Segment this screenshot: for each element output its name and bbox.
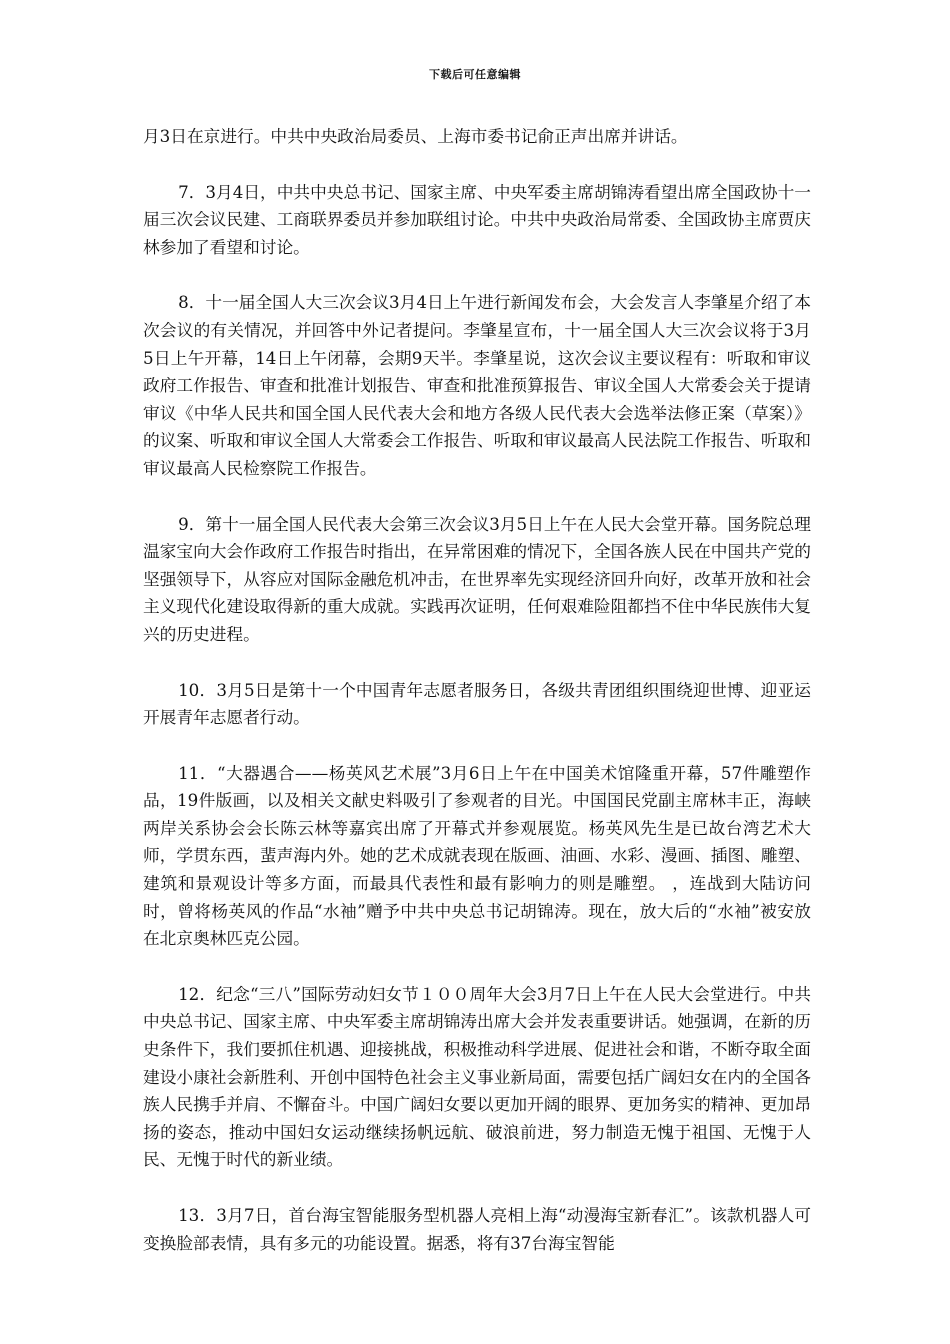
page-header: 下载后可任意编辑 [429, 68, 521, 81]
paragraph-continuation: 月3日在京进行。中共中央政治局委员、上海市委书记俞正声出席并讲话。 [143, 126, 688, 146]
paragraph-item-12: 12．纪念“三八”国际劳动妇女节１００周年大会3月7日上午在人民大会堂进行。中共中央总书记、国家主席、中央军委主席胡锦涛出席大会并发表重要讲话。她强调，在新的历史条件下，我们要抓住机遇、迎接挑战，积极推动科学进展、促进社会和谐，不断夺取全面建设小康社会新胜利、开创中国特色社会主义事业新局面，需要包括广阔妇女在内的全国各族人民携手并肩、不懈奋斗。中国广阔妇女要以更加开阔的眼界、更加务实的精神、更加昂扬的姿态，推动中国妇女运动继续扬帆远航、破浪前进，努力制造无愧于祖国、无愧于人民、无愧于时代的新业绩。 [143, 983, 811, 1170]
paragraph-item-8: 8．十一届全国人大三次会议3月4日上午进行新闻发布会，大会发言人李肇星介绍了本次会议的有关情况，并回答中外记者提问。李肇星宣布，十一届全国人大三次会议将于3月5日上午开幕，14日上午闭幕，会期9天半。李肇星说，这次会议主要议程有：听取和审议政府工作报告、审查和批准计划报告、审查和批准预算报告、审议全国人大常委会关于提请审议《中华人民共和国全国人民代表大会和地方各级人民代表大会选举法修正案（草案）》的议案、听取和审议全国人大常委会工作报告、听取和审议最高人民法院工作报告、听取和审议最高人民检察院工作报告。 [143, 292, 811, 478]
paragraph-item-13: 13．3月7日，首台海宝智能服务型机器人亮相上海“动漫海宝新春汇”。该款机器人可变换脸部表情，具有多元的功能设置。据悉，将有37台海宝智能 [143, 1205, 811, 1253]
paragraph-item-10: 10．3月5日是第十一个中国青年志愿者服务日，各级共青团组织围绕迎世博、迎亚运开展青年志愿者行动。 [143, 679, 811, 728]
paragraph-item-7: 7．3月4日，中共中央总书记、国家主席、中央军委主席胡锦涛看望出席全国政协十一届三次会议民建、工商联界委员并参加联组讨论。中共中央政治局常委、全国政协主席贾庆林参加了看望和讨论。 [143, 181, 811, 257]
paragraph-item-11: 11．“大器遇合——杨英风艺术展”3月6日上午在中国美术馆隆重开幕，57件雕塑作品，19件版画，以及相关文献史料吸引了参观者的目光。中国国民党副主席林丰正，海峡两岸关系协会会长陈云林等嘉宾出席了开幕式并参观展览。杨英风先生是已故台湾艺术大师，学贯东西，蜚声海内外。她的艺术成就表现在版画、油画、水彩、漫画、插图、雕塑、建筑和景观设计等多方面，而最具代表性和最有影响力的则是雕塑。 ，连战到大陆访问时，曾将杨英风的作品“水袖”赠予中共中央总书记胡锦涛。现在，放大后的“水袖”被安放在北京奥林匹克公园。 [143, 762, 811, 949]
paragraph-item-9: 9．第十一届全国人民代表大会第三次会议3月5日上午在人民大会堂开幕。国务院总理温家宝向大会作政府工作报告时指出，在异常困难的情况下，全国各族人民在中国共产党的坚强领导下，从容应对国际金融危机冲击，在世界率先实现经济回升向好，改革开放和社会主义现代化建设取得新的重大成就。实践再次证明，任何艰难险阻都挡不住中华民族伟大复兴的历史进程。 [143, 513, 811, 644]
document-body [143, 123, 811, 1285]
